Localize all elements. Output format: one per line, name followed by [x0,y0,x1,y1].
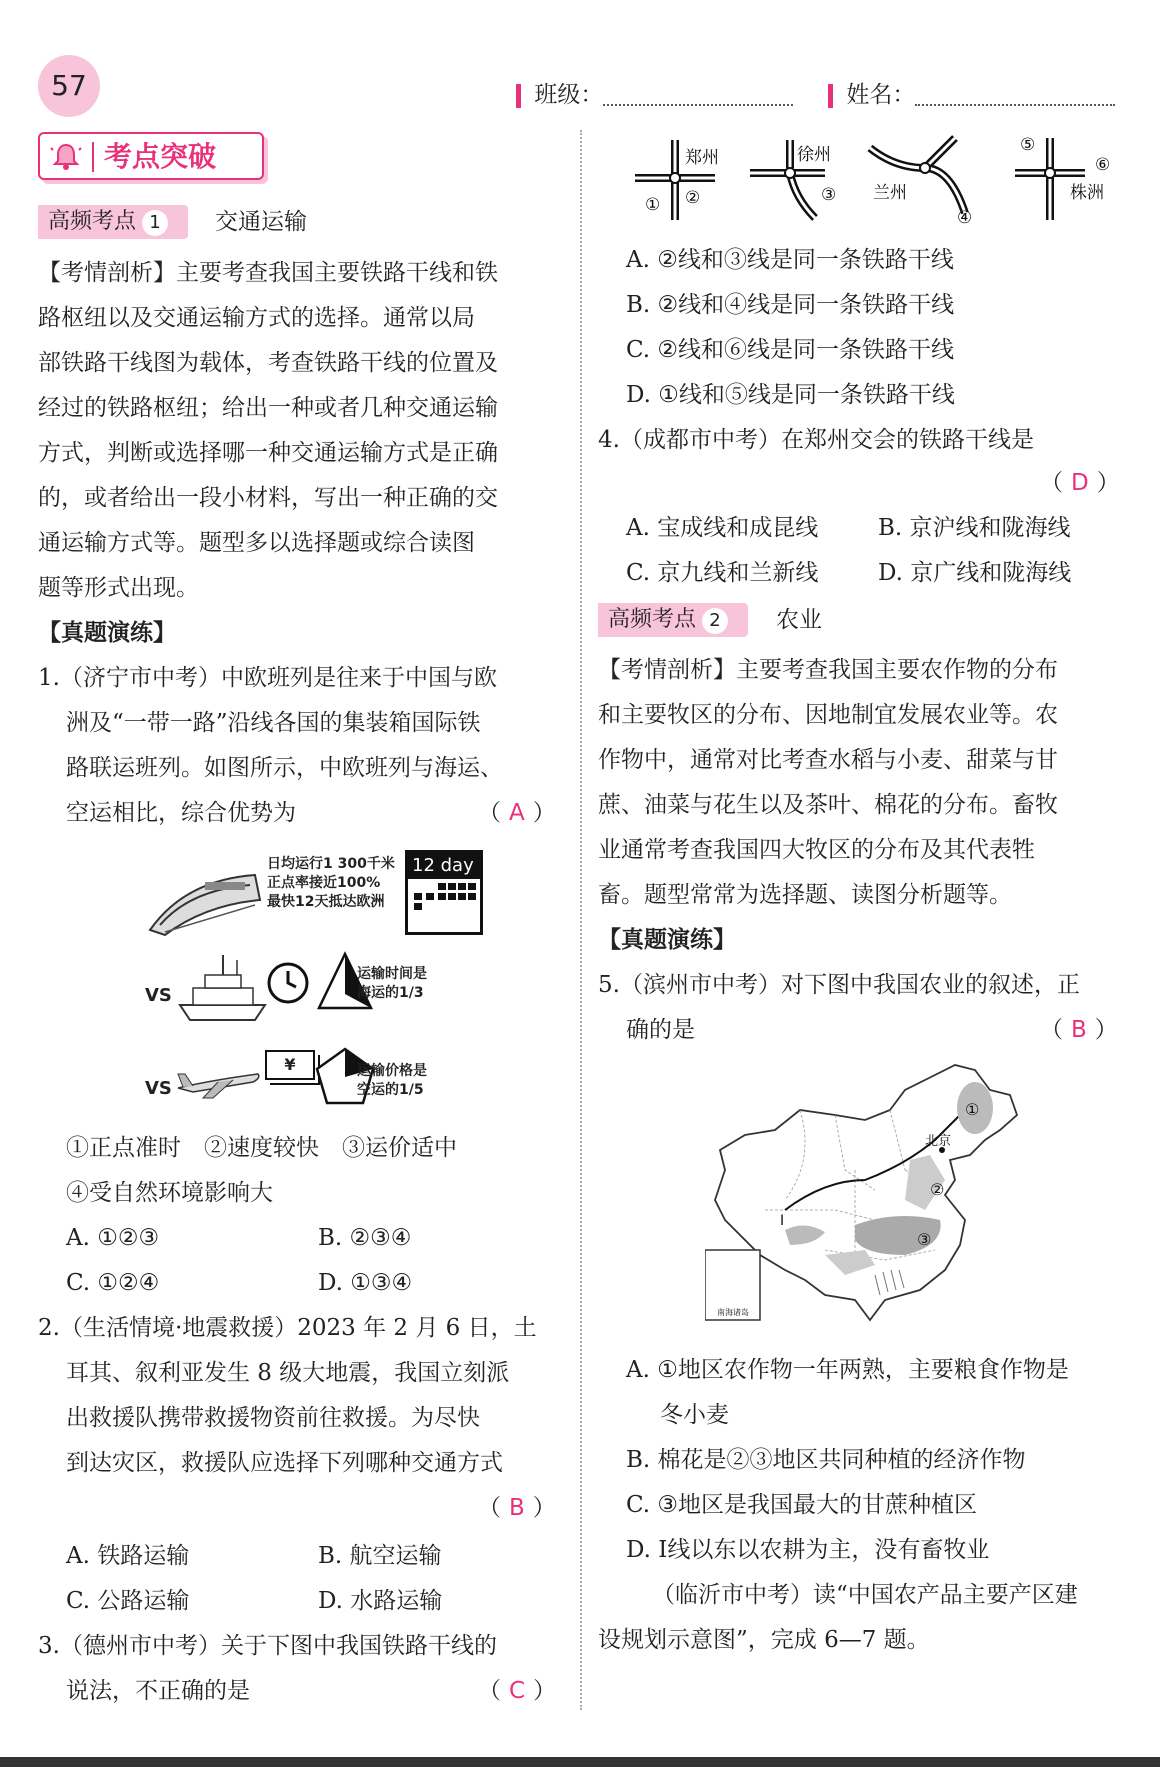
plane-text-2: 空运的1/5 [357,1082,424,1098]
page-number-badge [38,55,100,117]
q5-answer: B [1071,1017,1087,1043]
topic2-tag [598,603,748,637]
q2-line: 耳其、叙利亚发生 8 级大地震，我国立刻派 [66,1360,510,1386]
map-region-1: ① [965,1100,980,1119]
q5-option-d[interactable]: D. Ⅰ线以东以农耕为主，没有畜牧业 [626,1537,990,1563]
q1-line: 空运相比，综合优势为 [66,800,296,826]
map-inset-label: 南海诸岛 [717,1308,749,1317]
practice-heading-2: 【真题演练】 [598,927,736,953]
analysis-line: 题等形式出现。 [38,575,199,601]
q1-answer-bracket: （ A ） [478,800,556,826]
analysis-line: 部铁路干线图为载体，考查铁路干线的位置及 [38,350,498,376]
q2-line: 2.（生活情境·地震救援）2023 年 2 月 6 日，土 [38,1315,537,1341]
q3-answer-bracket: （ C ） [478,1678,557,1704]
q67-line: （临沂市中考）读“中国农产品主要产区建 [652,1582,1078,1608]
page-number: 57 [51,69,87,102]
topic1-tag-label: 高频考点 [48,209,137,234]
vs-ship: VS [145,985,172,1006]
topic2-title: 农业 [776,607,822,633]
label-n5: ⑤ [1020,135,1036,155]
vs-plane: VS [145,1078,172,1099]
ship-text-2: 海运的1/3 [357,985,424,1001]
bottom-bar [0,1757,1160,1767]
calendar-icon [405,850,483,935]
label-xuzhou: 徐州 [797,145,831,165]
q3-line: 说法，不正确的是 [66,1678,250,1704]
analysis-line: 作物中，通常对比考查水稻与小麦、甜菜与甘 [598,747,1058,773]
analysis-line: 蔗、油菜与花生以及茶叶、棉花的分布。畜牧 [598,792,1058,818]
map-region-2: ② [930,1180,945,1199]
q3-option-c[interactable]: C. ②线和⑥线是同一条铁路干线 [626,337,955,363]
q2-answer: B [509,1495,525,1521]
q4-option-c[interactable]: C. 京九线和兰新线 [626,560,819,586]
clock-icon [265,960,311,1006]
label-zhuzhou: 株洲 [1070,183,1104,203]
q1-option-a[interactable]: A. ①②③ [66,1225,160,1251]
practice-heading: 【真题演练】 [38,620,176,646]
q4-option-a[interactable]: A. 宝成线和成昆线 [626,515,819,541]
column-divider [580,130,582,1710]
analysis-line: 方式，判断或选择哪一种交通运输方式是正确 [38,440,498,466]
q2-option-d[interactable]: D. 水路运输 [318,1588,443,1614]
class-label: 班级： [534,82,604,108]
money-icon [265,1050,315,1080]
q1-option-b[interactable]: B. ②③④ [318,1225,412,1251]
q3-answer: C [509,1678,526,1704]
analysis-line: 和主要牧区的分布、因地制宜发展农业等。农 [598,702,1058,728]
analysis-line: 业通常考查我国四大牧区的分布及其代表牲 [598,837,1035,863]
q1-line: 路联运班列。如图所示，中欧班列与海运、 [66,755,503,781]
q5-line: 5.（滨州市中考）对下图中我国农业的叙述，正 [598,972,1080,998]
q2-option-a[interactable]: A. 铁路运输 [66,1543,190,1569]
bell-icon [50,142,82,172]
label-n3: ③ [821,185,837,205]
calendar-label: 12 day [408,853,480,879]
topic1-num: 1 [142,210,168,236]
analysis-line: 经过的铁路枢纽；给出一种或者几种交通运输 [38,395,498,421]
q1-line: 1.（济宁市中考）中欧班列是往来于中国与欧 [38,665,497,691]
money-symbol: ¥ [284,1055,296,1074]
train-text-3: 最快12天抵达欧洲 [267,894,385,910]
class-field [516,80,793,110]
topic1-tag [38,205,188,239]
train-text-2: 正点率接近100% [267,875,381,891]
q4-option-d[interactable]: D. 京广线和陇海线 [878,560,1072,586]
q3-option-a[interactable]: A. ②线和③线是同一条铁路干线 [626,247,954,273]
q5-option-a[interactable]: A. ①地区农作物一年两熟，主要粮食作物是 [626,1357,1069,1383]
q2-line: 出救援队携带救援物资前往救援。为尽快 [66,1405,480,1431]
q3-line: 3.（德州市中考）关于下图中我国铁路干线的 [38,1633,497,1659]
section-banner [38,132,264,180]
q4-answer-bracket: （ D ） [1040,470,1120,496]
plane-text-1: 运输价格是 [357,1063,427,1079]
q5-option-a-cont: 冬小麦 [660,1402,729,1428]
q2-answer-bracket: （ B ） [478,1495,556,1521]
label-n2: ② [685,188,701,208]
analysis-line: 路枢纽以及交通运输方式的选择。通常以局 [38,305,475,331]
train-text-1: 日均运行1 300千米 [267,856,395,872]
q2-option-b[interactable]: B. 航空运输 [318,1543,442,1569]
analysis-line: 【考情剖析】主要考查我国主要铁路干线和铁 [38,260,498,286]
label-n6: ⑥ [1095,155,1111,175]
topic1-title: 交通运输 [215,209,307,235]
label-n4: ④ [957,208,973,228]
topic2-num: 2 [702,608,728,634]
q4-option-b[interactable]: B. 京沪线和陇海线 [878,515,1071,541]
analysis-line: 畜。题型常常为选择题、读图分析题等。 [598,882,1012,908]
china-agriculture-map [705,1060,1045,1325]
q1-answer: A [509,800,525,826]
q1-line: 洲及“一带一路”沿线各国的集装箱国际铁 [66,710,481,736]
train-icon [145,860,265,940]
q67-line: 设规划示意图”，完成 6—7 题。 [598,1627,930,1653]
analysis-line: 通运输方式等。题型多以选择题或综合读图 [38,530,475,556]
analysis-line: 【考情剖析】主要考查我国主要农作物的分布 [598,657,1058,683]
q1-option-d[interactable]: D. ①③④ [318,1270,413,1296]
topic2-tag-label: 高频考点 [608,607,697,632]
q1-items-1: ①正点准时 ②速度较快 ③运价适中 [66,1135,457,1161]
plane-icon [173,1060,263,1100]
railway-junction-diagram [625,128,1125,228]
q5-line: 确的是 [626,1017,695,1043]
map-region-3: ③ [917,1230,932,1249]
q3-option-b[interactable]: B. ②线和④线是同一条铁路干线 [626,292,955,318]
q1-figure [145,850,495,1115]
map-line-label: Ⅰ [780,1213,785,1229]
q1-option-c[interactable]: C. ①②④ [66,1270,160,1296]
q5-option-c[interactable]: C. ③地区是我国最大的甘蔗种植区 [626,1492,978,1518]
name-field [828,80,1115,110]
name-label: 姓名： [846,82,916,108]
label-n1: ① [645,195,661,215]
q5-option-b[interactable]: B. 棉花是②③地区共同种植的经济作物 [626,1447,1026,1473]
section-title: 考点突破 [104,140,217,173]
ship-text-1: 运输时间是 [357,966,427,982]
q1-items-2: ④受自然环境影响大 [66,1180,273,1206]
q4-answer: D [1071,470,1089,496]
ship-icon [175,950,270,1025]
q4-line: 4.（成都市中考）在郑州交会的铁路干线是 [598,427,1034,453]
q3-option-d[interactable]: D. ①线和⑤线是同一条铁路干线 [626,382,955,408]
analysis-line: 的，或者给出一段小材料，写出一种正确的交 [38,485,498,511]
q2-option-c[interactable]: C. 公路运输 [66,1588,190,1614]
label-lanzhou: 兰州 [873,183,907,203]
q2-line: 到达灾区，救援队应选择下列哪种交通方式 [66,1450,503,1476]
q5-answer-bracket: （ B ） [1040,1017,1118,1043]
map-beijing: 北京 [925,1134,952,1149]
label-zhengzhou: 郑州 [685,148,719,168]
